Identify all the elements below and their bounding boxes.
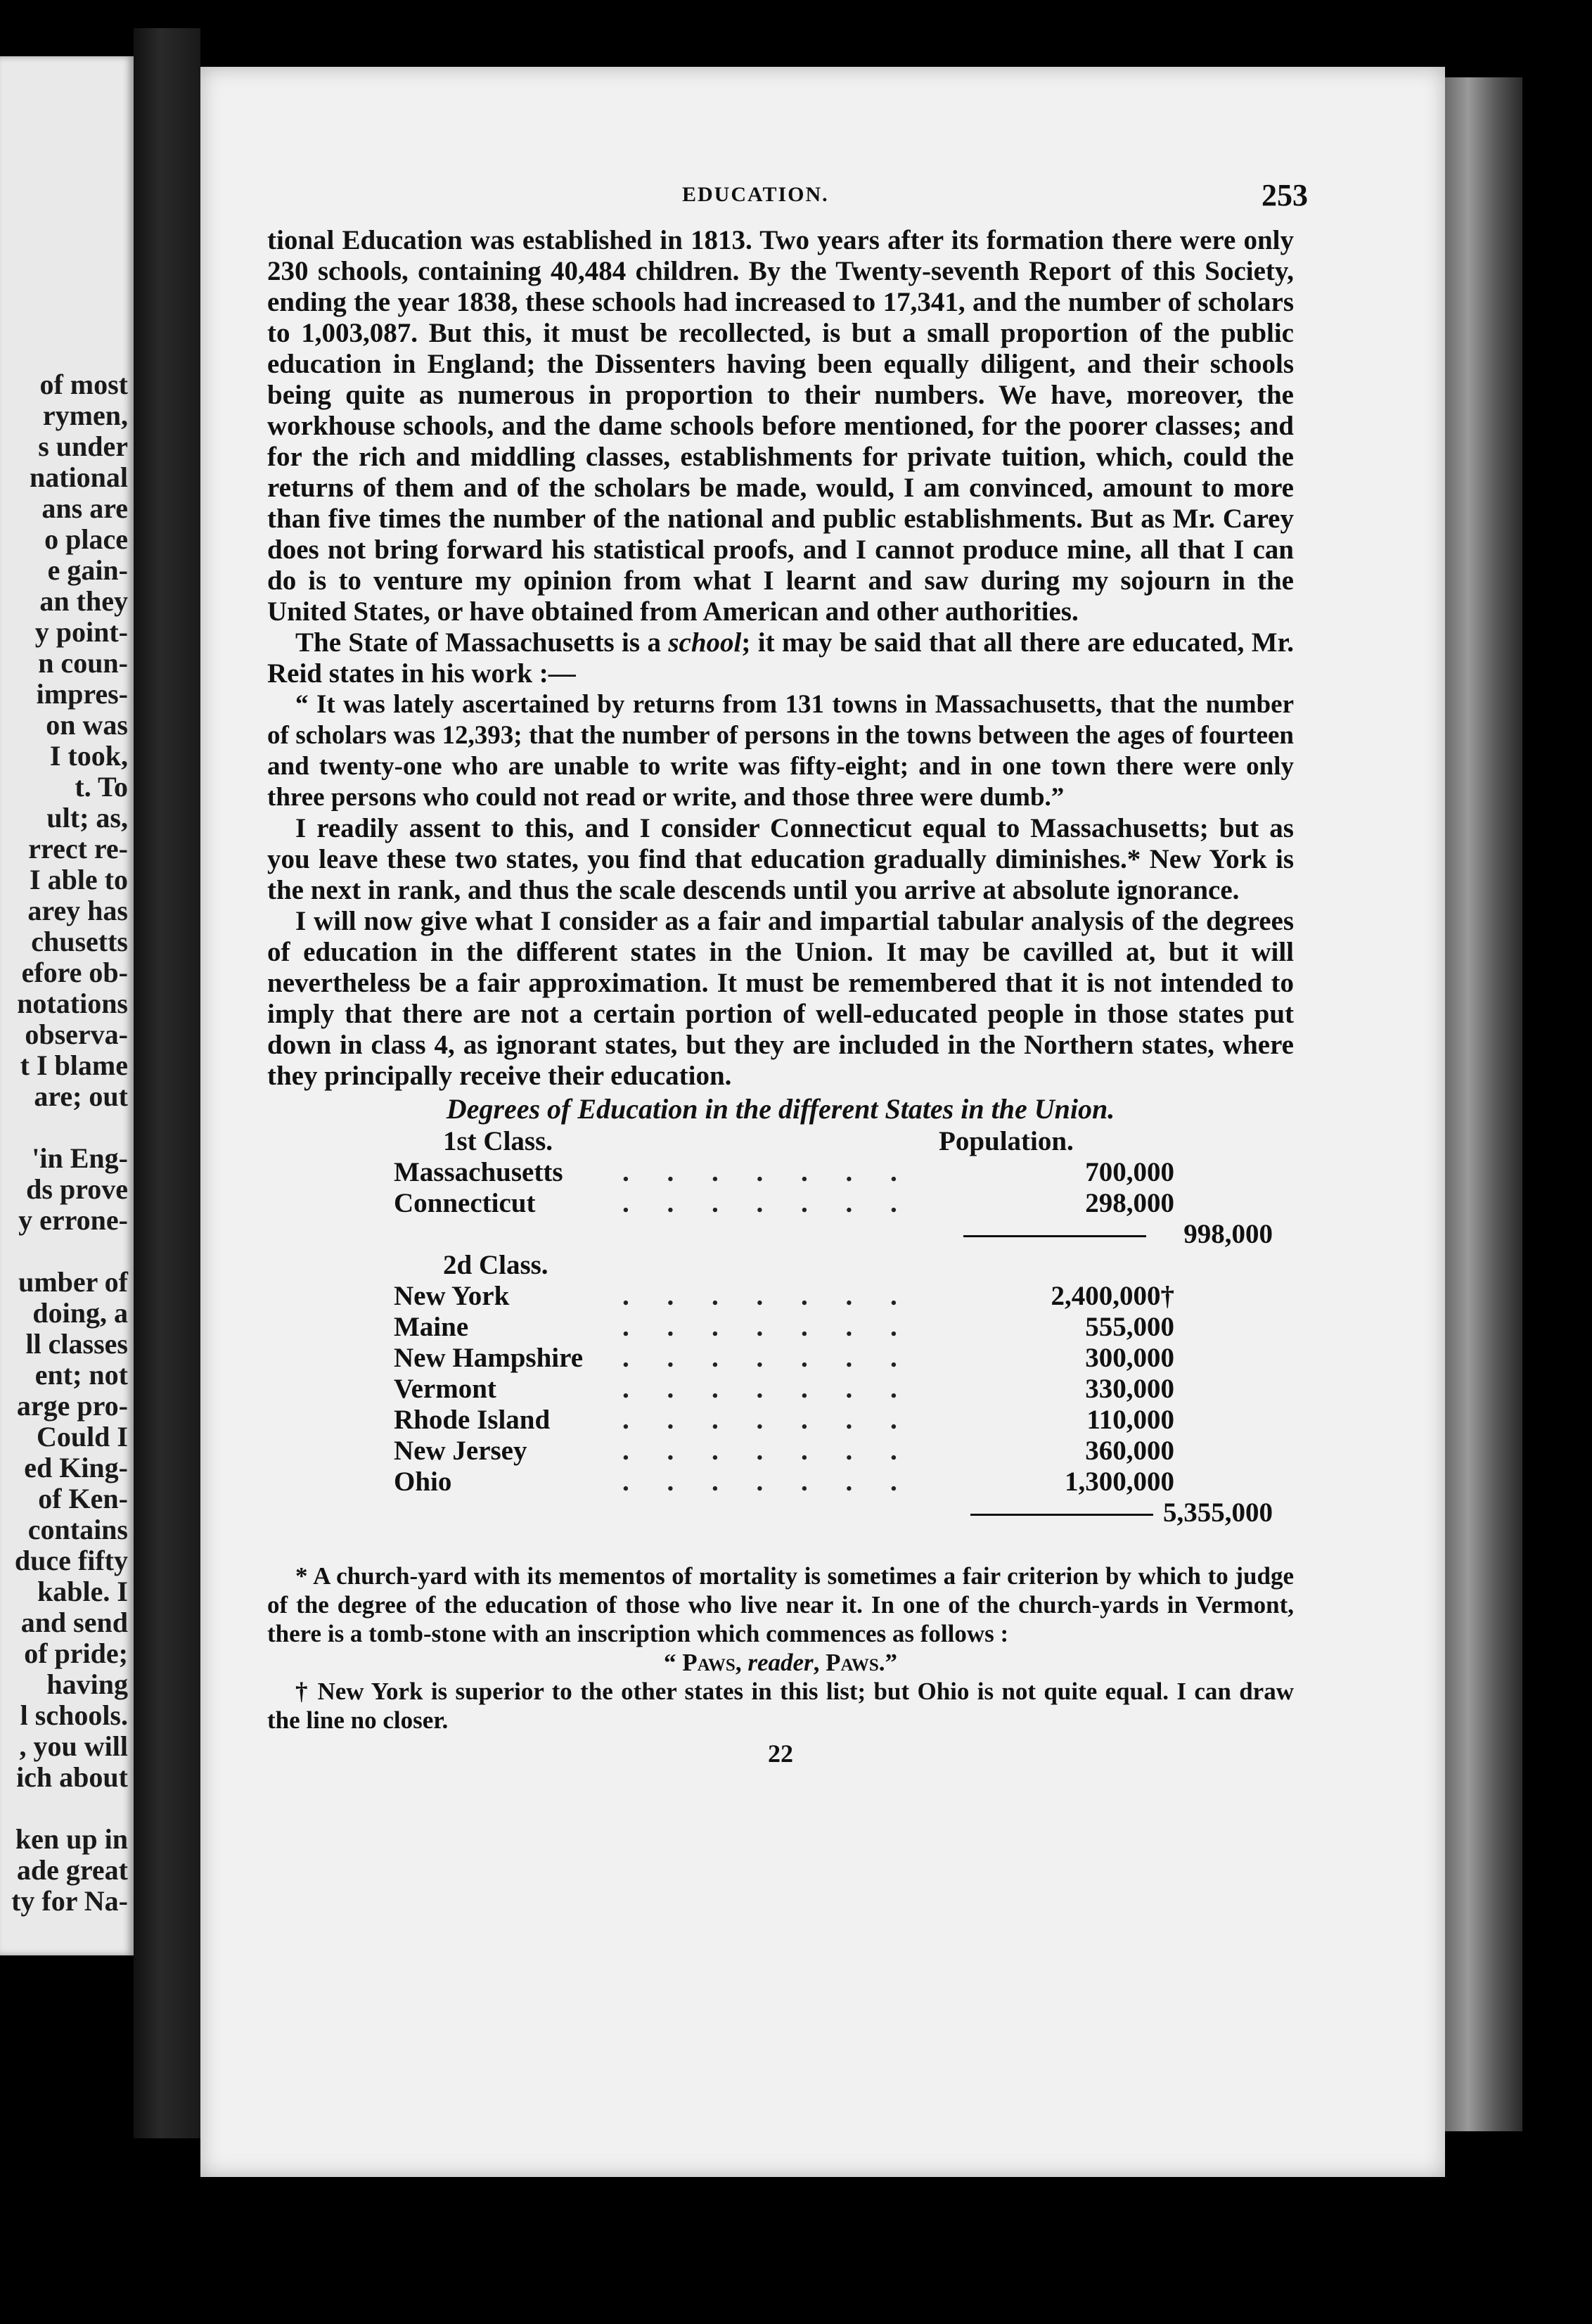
left-page-line: y point- <box>34 616 128 648</box>
table-row <box>267 1466 1294 1497</box>
left-page-line <box>0 1236 128 1267</box>
left-page-line: are; out <box>34 1080 128 1112</box>
left-page-line: ult; as, <box>46 802 128 834</box>
adjacent-left-page <box>0 56 134 1955</box>
state-name: Maine <box>394 1312 469 1342</box>
left-page-line <box>0 1793 128 1824</box>
left-page-line: of pride; <box>24 1637 128 1669</box>
table-row <box>267 1342 1294 1373</box>
paragraph-2-italic: school <box>668 627 742 658</box>
leader-dots: . . . . . . . <box>622 1312 913 1342</box>
book-page <box>200 67 1445 2177</box>
left-page-line: observa- <box>25 1019 128 1050</box>
education-table <box>267 1125 1294 1528</box>
left-page-line: and send <box>20 1607 128 1638</box>
leader-dots: . . . . . . . <box>622 1157 913 1187</box>
left-page-line: e gain- <box>47 554 128 586</box>
state-population: 300,000 <box>1085 1343 1174 1373</box>
table-row <box>267 1156 1294 1187</box>
inscription-open: “ Paws, <box>664 1649 748 1676</box>
leader-dots: . . . . . . . <box>622 1467 913 1497</box>
left-page-line: of Ken- <box>38 1483 128 1514</box>
state-population: 298,000 <box>1085 1188 1174 1218</box>
left-page-line: national <box>29 461 128 493</box>
left-page-line: 'in Eng- <box>32 1142 128 1174</box>
sum-rule <box>963 1235 1146 1237</box>
signature-mark: 22 <box>768 1739 793 1768</box>
paragraph-4: I will now give what I consider as a fair and impartial tabular analysis of the degrees of education in the different states in the Union. It may be cavilled at, but it will nevertheless be a fair approximation. It must be remembered that it is not intended to imply that there are not a certain portion of well-educated people in those states put down in class 4, as ignorant states, but they are included in the Northern states, where they principally receive their education. <box>267 906 1294 1091</box>
sum-rule <box>970 1514 1153 1516</box>
left-page-line: arey has <box>27 895 128 926</box>
left-page-line: I took, <box>49 740 128 772</box>
left-page-line: t I blame <box>20 1049 128 1081</box>
left-page-line: ds prove <box>26 1173 128 1205</box>
left-page-line: rrect re- <box>28 833 128 864</box>
leader-dots: . . . . . . . <box>622 1281 913 1311</box>
state-name: Ohio <box>394 1467 452 1497</box>
state-name: New York <box>394 1281 510 1311</box>
left-page-line: ans are <box>41 492 128 524</box>
left-page-line: an they <box>39 585 128 617</box>
quotation: “ It was lately ascertained by returns from 131 towns in Massachusetts, that the number of scholars was 12,393; that the number of persons in the towns between the ages of fourteen and twenty-one who are unable to write was fifty-eight; and in one town there were only three persons who could not read or write, and those three were dumb.” <box>267 690 1294 812</box>
inscription-close: , Paws.” <box>813 1649 897 1676</box>
paragraph-1: tional Education was established in 1813. Two years after its formation there were only 230 schools, containing 40,484 children. By the Twenty-seventh Report of this Society, ending the year 1838, these schools had increased to 17,341, and the number of scholars to 1,003,087. But this, it must be recollected, is but a small proportion of the public education in England; the Dissenters having been equally diligent, and their schools being quite as numerous in proportion to their numbers. We have, moreover, the workhouse schools, and the dame schools before mentioned, for the poorer classes; and for the rich and middling classes, establishments for private tuition, which, could the returns of them and of the scholars be made, would, I am convinced, amount to more than five times the number of the national and public establishments. But as Mr. Carey does not bring forward his statistical proofs, and I cannot produce mine, all that I can do is to venture my opinion from what I learnt and saw during my sojourn in the United States, or have obtained from American and other authorities. <box>267 225 1294 627</box>
left-page-line: umber of <box>18 1266 128 1298</box>
footnote-inscription <box>267 1648 1294 1677</box>
paragraph-2-start: The State of Massachusetts is a <box>295 627 669 658</box>
footnote-star: * A church-yard with its mementos of mortality is sometimes a fair criterion by which to judge of the degree of the education of those who live near it. In one of the church-yards in Vermont, there is a tomb-stone with an inscription which commences as follows : <box>267 1562 1294 1647</box>
table-header-row <box>267 1125 1294 1156</box>
table-row <box>267 1187 1294 1218</box>
leader-dots: . . . . . . . <box>622 1343 913 1373</box>
state-population: 700,000 <box>1085 1157 1174 1187</box>
left-page-line: kable. I <box>37 1576 128 1607</box>
footnotes <box>267 1562 1294 1735</box>
state-population: 330,000 <box>1085 1374 1174 1404</box>
state-population: 2,400,000† <box>1051 1281 1174 1311</box>
class-1-total-row <box>267 1218 1294 1249</box>
left-page-text-fragments <box>0 369 128 1917</box>
left-page-line: ken up in <box>15 1823 128 1855</box>
class-2-label-row <box>267 1249 1294 1280</box>
running-title: EDUCATION. <box>682 183 829 206</box>
paragraph-2-end: ; it may be said that all there are educated, Mr. Reid states in his work :— <box>267 627 1295 689</box>
left-page-line: on was <box>46 709 128 741</box>
state-population: 1,300,000 <box>1065 1467 1174 1497</box>
book-gutter <box>134 28 200 2138</box>
left-page-line: s under <box>38 430 128 462</box>
left-page-line: l schools. <box>20 1699 128 1731</box>
left-page-line: impres- <box>36 678 128 710</box>
left-page-line: rymen, <box>42 400 128 431</box>
left-page-line: having <box>46 1668 128 1700</box>
class-1-rows <box>267 1156 1294 1218</box>
leader-dots: . . . . . . . <box>622 1405 913 1435</box>
left-page-line: ich about <box>16 1761 128 1793</box>
left-page-line: y errone- <box>18 1204 128 1236</box>
left-page-line: duce fifty <box>14 1545 128 1576</box>
table-row <box>267 1435 1294 1466</box>
left-page-line: o place <box>44 523 128 555</box>
table-row <box>267 1404 1294 1435</box>
table-row <box>267 1373 1294 1404</box>
left-page-line: ed King- <box>24 1452 128 1483</box>
state-name: Vermont <box>394 1374 496 1404</box>
leader-dots: . . . . . . . <box>622 1436 913 1466</box>
inscription-italic: reader <box>747 1649 814 1676</box>
state-name: Rhode Island <box>394 1405 551 1435</box>
class-2-total: 5,355,000 <box>1163 1498 1273 1528</box>
population-header: Population. <box>939 1126 1074 1156</box>
left-page-line: contains <box>27 1514 128 1545</box>
left-page-line: doing, a <box>32 1297 128 1329</box>
state-population: 360,000 <box>1085 1436 1174 1466</box>
state-name: Connecticut <box>394 1188 536 1218</box>
table-row <box>267 1280 1294 1311</box>
class-2-rows <box>267 1280 1294 1497</box>
left-page-line: arge pro- <box>16 1390 128 1422</box>
state-name: New Hampshire <box>394 1343 584 1373</box>
footnote-dagger: † New York is superior to the other states in this list; but Ohio is not quite equal. I can draw the line no closer. <box>267 1678 1294 1734</box>
class-1-label: 1st Class. <box>443 1126 553 1156</box>
left-page-line: n coun- <box>38 647 128 679</box>
paragraph-3: I readily assent to this, and I consider Connecticut equal to Massachusetts; but as you leave these two states, you find that education gradually diminishes.* New York is the next in rank, and thus the scale descends until you arrive at absolute ignorance. <box>267 813 1294 905</box>
state-name: Massachusetts <box>394 1157 563 1187</box>
table-row <box>267 1311 1294 1342</box>
left-page-line: ade great <box>16 1854 128 1886</box>
left-page-line: ll classes <box>25 1328 128 1360</box>
left-page-line: I able to <box>30 864 128 895</box>
page-header <box>267 178 1308 225</box>
state-name: New Jersey <box>394 1436 527 1466</box>
left-page-line: of most <box>39 369 128 400</box>
left-page-line: ty for Na- <box>11 1885 128 1917</box>
left-page-line: t. To <box>75 771 128 803</box>
class-2-total-row <box>267 1497 1294 1528</box>
left-page-line: Could I <box>36 1421 128 1452</box>
left-page-line: notations <box>17 988 128 1019</box>
leader-dots: . . . . . . . <box>622 1374 913 1404</box>
left-page-line: ent; not <box>34 1359 128 1391</box>
body-text <box>267 225 1294 1092</box>
left-page-line <box>0 1112 128 1143</box>
paragraph-2 <box>267 627 1294 689</box>
left-page-line: chusetts <box>31 926 128 957</box>
state-population: 110,000 <box>1086 1405 1174 1435</box>
left-page-line: efore ob- <box>21 957 128 988</box>
class-1-total: 998,000 <box>1183 1219 1273 1249</box>
page-edge-stack <box>1445 77 1522 2131</box>
table-title: Degrees of Education in the different States in the Union. <box>446 1093 1115 1125</box>
left-page-line: , you will <box>19 1730 128 1762</box>
leader-dots: . . . . . . . <box>622 1188 913 1218</box>
page-content <box>267 178 1308 1768</box>
class-2-label: 2d Class. <box>443 1250 548 1280</box>
page-number: 253 <box>1262 178 1308 212</box>
state-population: 555,000 <box>1085 1312 1174 1342</box>
